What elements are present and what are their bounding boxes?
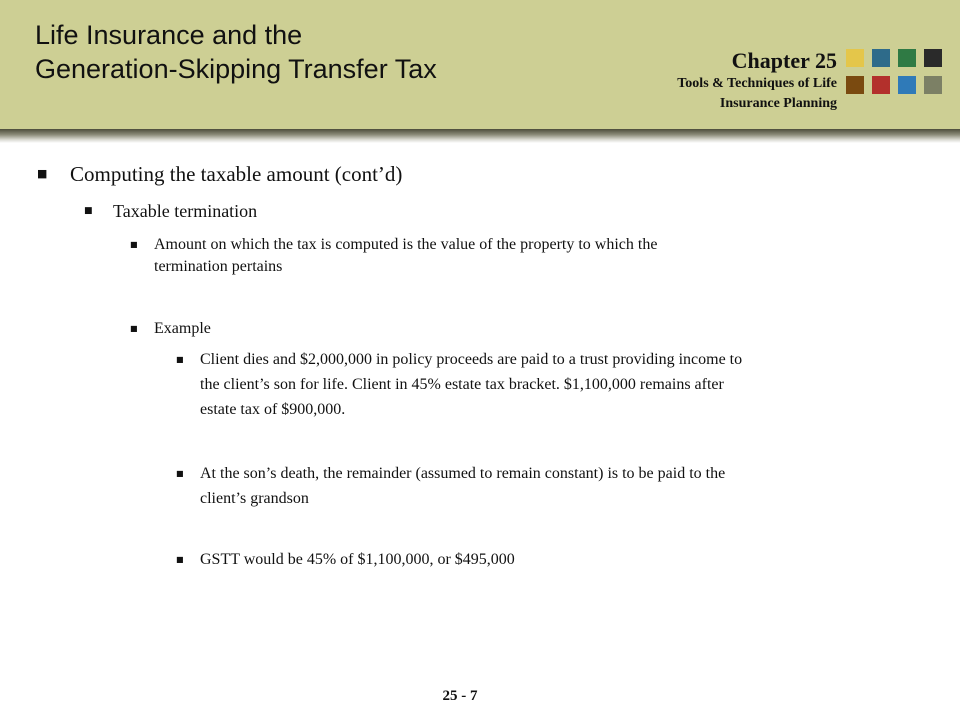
bullet-square-icon: ■: [176, 469, 184, 478]
slide-number: 25 - 7: [442, 688, 478, 704]
definition-line-2: termination pertains: [154, 258, 283, 275]
example-point-1-line-1: Client dies and $2,000,000 in policy proceeds are paid to a trust providing income to: [200, 351, 743, 368]
example-label: Example: [154, 320, 211, 337]
bullet-square-icon: ■: [84, 206, 93, 216]
chapter-subtitle-line-1: Tools & Techniques of Life: [677, 76, 837, 91]
bullet-square-icon: ■: [176, 355, 184, 364]
heading-bullet: Computing the taxable amount (cont’d): [70, 162, 403, 186]
example-point-2-line-1: At the son’s death, the remainder (assumed to remain constant) is to be paid to the: [200, 465, 726, 482]
example-point-1-line-3: estate tax of $900,000.: [200, 401, 346, 418]
slide-title-line-1: Life Insurance and the: [35, 20, 303, 50]
bullet-square-icon: ■: [37, 167, 48, 180]
chapter-title: Chapter 25: [731, 48, 837, 73]
subheading-bullet: Taxable termination: [113, 201, 258, 221]
example-point-3-line-1: GSTT would be 45% of $1,100,000, or $495,000: [200, 551, 515, 568]
slide-title-line-2: Generation-Skipping Transfer Tax: [35, 54, 437, 84]
bullet-square-icon: ■: [176, 555, 184, 564]
example-point-1-line-2: the client’s son for life. Client in 45% estate tax bracket. $1,100,000 remains after: [200, 376, 724, 393]
chapter-subtitle-line-2: Insurance Planning: [719, 96, 837, 111]
definition-line-1: Amount on which the tax is computed is the value of the property to which the: [154, 236, 658, 253]
example-point-2-line-2: client’s grandson: [200, 490, 309, 507]
bullet-square-icon: ■: [130, 324, 138, 333]
bullet-square-icon: ■: [130, 240, 138, 249]
